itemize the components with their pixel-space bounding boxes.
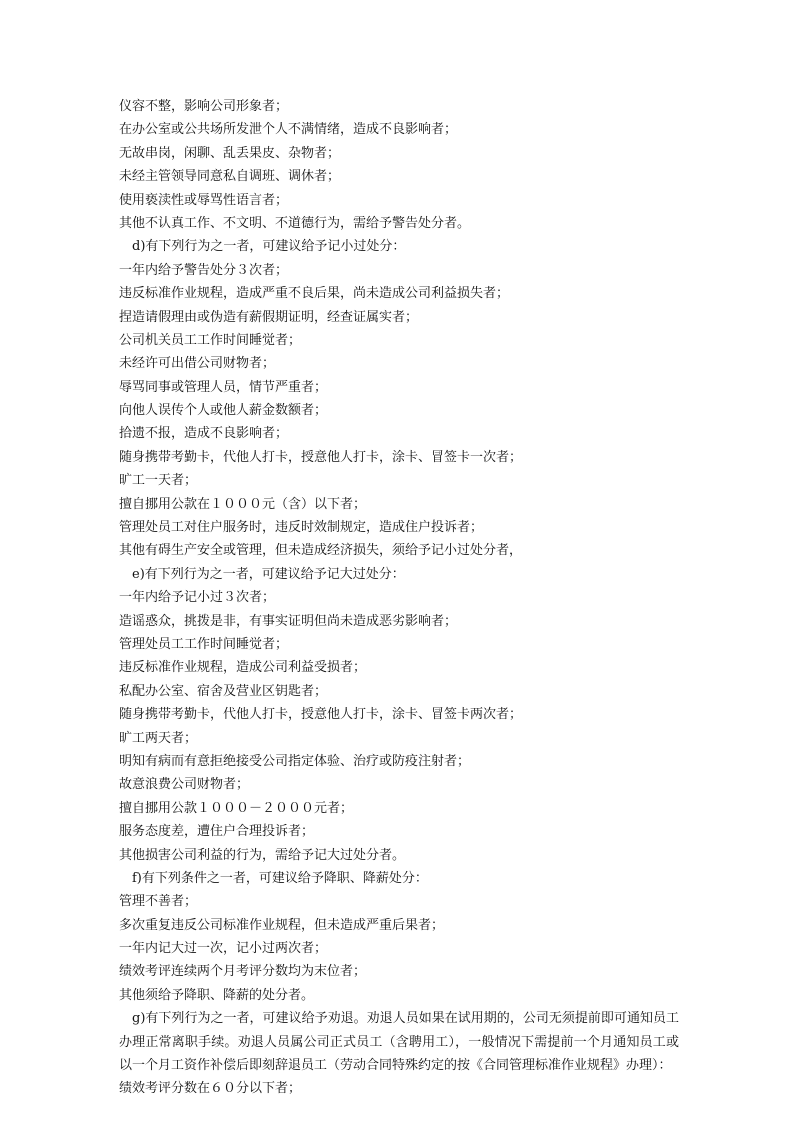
- document-line: 绩效考评连续两个月考评分数均为末位者；: [119, 964, 367, 980]
- document-line: 公司机关员工工作时间睡觉者；: [119, 332, 302, 348]
- document-line: 仪容不整，影响公司形象者；: [119, 99, 289, 114]
- document-line: 违反标准作业规程，造成严重不良后果，尚未造成公司利益损失者；: [119, 286, 510, 302]
- document-line: 擅自挪用公款在１０００元（含）以下者；: [119, 496, 367, 512]
- document-line: 擅自挪用公款１０００－２０００元者；: [119, 800, 354, 816]
- document-page: [119, 95, 679, 1101]
- document-line: 未经许可出借公司财物者；: [119, 356, 276, 372]
- document-line: 随身携带考勤卡，代他人打卡，授意他人打卡，涂卡、冒签卡两次者；: [119, 707, 523, 723]
- document-line: 捏造请假理由或伪造有薪假期证明，经查证属实者；: [119, 309, 419, 325]
- paragraph-g: g)有下列行为之一者，可建议给予劝退。劝退人员如果在试用期的，公司无须提前即可通知员工办理正常离职手续。劝退人员属公司正式员工（含聘用工），一般情况下需提前一个月通知员工或以一个月工资作补偿后即刻辞退员工（劳动合同特殊约定的按《合同管理标准作业规程》办理）：: [119, 1011, 679, 1074]
- document-line: 随身携带考勤卡，代他人打卡，授意他人打卡，涂卡、冒签卡一次者；: [119, 449, 523, 465]
- document-line: 旷工两天者；: [119, 730, 198, 746]
- document-line: 其他有碍生产安全或管理，但未造成经济损失，须给予记小过处分者，: [119, 543, 523, 559]
- document-line: 管理处员工工作时间睡觉者；: [119, 636, 289, 652]
- document-line: 辱骂同事或管理人员，情节严重者；: [119, 379, 328, 395]
- document-line-last: 绩效考评分数在６０分以下者；: [119, 1081, 302, 1097]
- document-line: 在办公室或公共场所发泄个人不满情绪，造成不良影响者；: [119, 122, 458, 138]
- document-line: d)有下列行为之一者，可建议给予记小过处分：: [132, 239, 406, 255]
- document-line: 多次重复违反公司标准作业规程，但未造成严重后果者；: [119, 917, 445, 933]
- document-line: f)有下列条件之一者，可建议给予降职、降薪处分：: [132, 870, 428, 886]
- document-line: 一年内给予警告处分３次者；: [119, 262, 289, 278]
- document-line: 管理处员工对住户服务时，违反时效制规定，造成住户投诉者；: [119, 520, 484, 536]
- document-line: 其他不认真工作、不文明、不道德行为，需给予警告处分者。: [119, 215, 471, 231]
- document-line: 使用亵渎性或辱骂性语言者；: [119, 192, 289, 208]
- document-line: e)有下列行为之一者，可建议给予记大过处分：: [132, 566, 405, 582]
- document-line: 向他人误传个人或他人薪金数额者；: [119, 403, 328, 419]
- document-line: 其他损害公司利益的行为，需给予记大过处分者。: [119, 847, 406, 863]
- document-line: 拾遗不报，造成不良影响者；: [119, 426, 289, 442]
- document-line: 故意浪费公司财物者；: [119, 777, 250, 793]
- document-line: 无故串岗，闲聊、乱丢果皮、杂物者；: [119, 145, 341, 161]
- document-line: 一年内给予记小过３次者；: [119, 590, 276, 606]
- document-line: 未经主管领导同意私自调班、调休者；: [119, 169, 341, 185]
- document-line: 其他须给予降职、降薪的处分者。: [119, 987, 315, 1003]
- document-line: 私配办公室、宿舍及营业区钥匙者；: [119, 683, 328, 699]
- document-line: 造谣惑众，挑拨是非，有事实证明但尚未造成恶劣影响者；: [119, 613, 458, 629]
- document-line: 明知有病而有意拒绝接受公司指定体验、治疗或防疫注射者；: [119, 753, 471, 769]
- document-lines: [119, 95, 679, 1007]
- document-line: 旷工一天者；: [119, 473, 198, 489]
- document-line: 管理不善者；: [119, 894, 198, 910]
- document-line: 一年内记大过一次，记小过两次者；: [119, 941, 328, 957]
- document-line: 服务态度差，遭住户合理投诉者；: [119, 824, 315, 840]
- document-line: 违反标准作业规程，造成公司利益受损者；: [119, 660, 367, 676]
